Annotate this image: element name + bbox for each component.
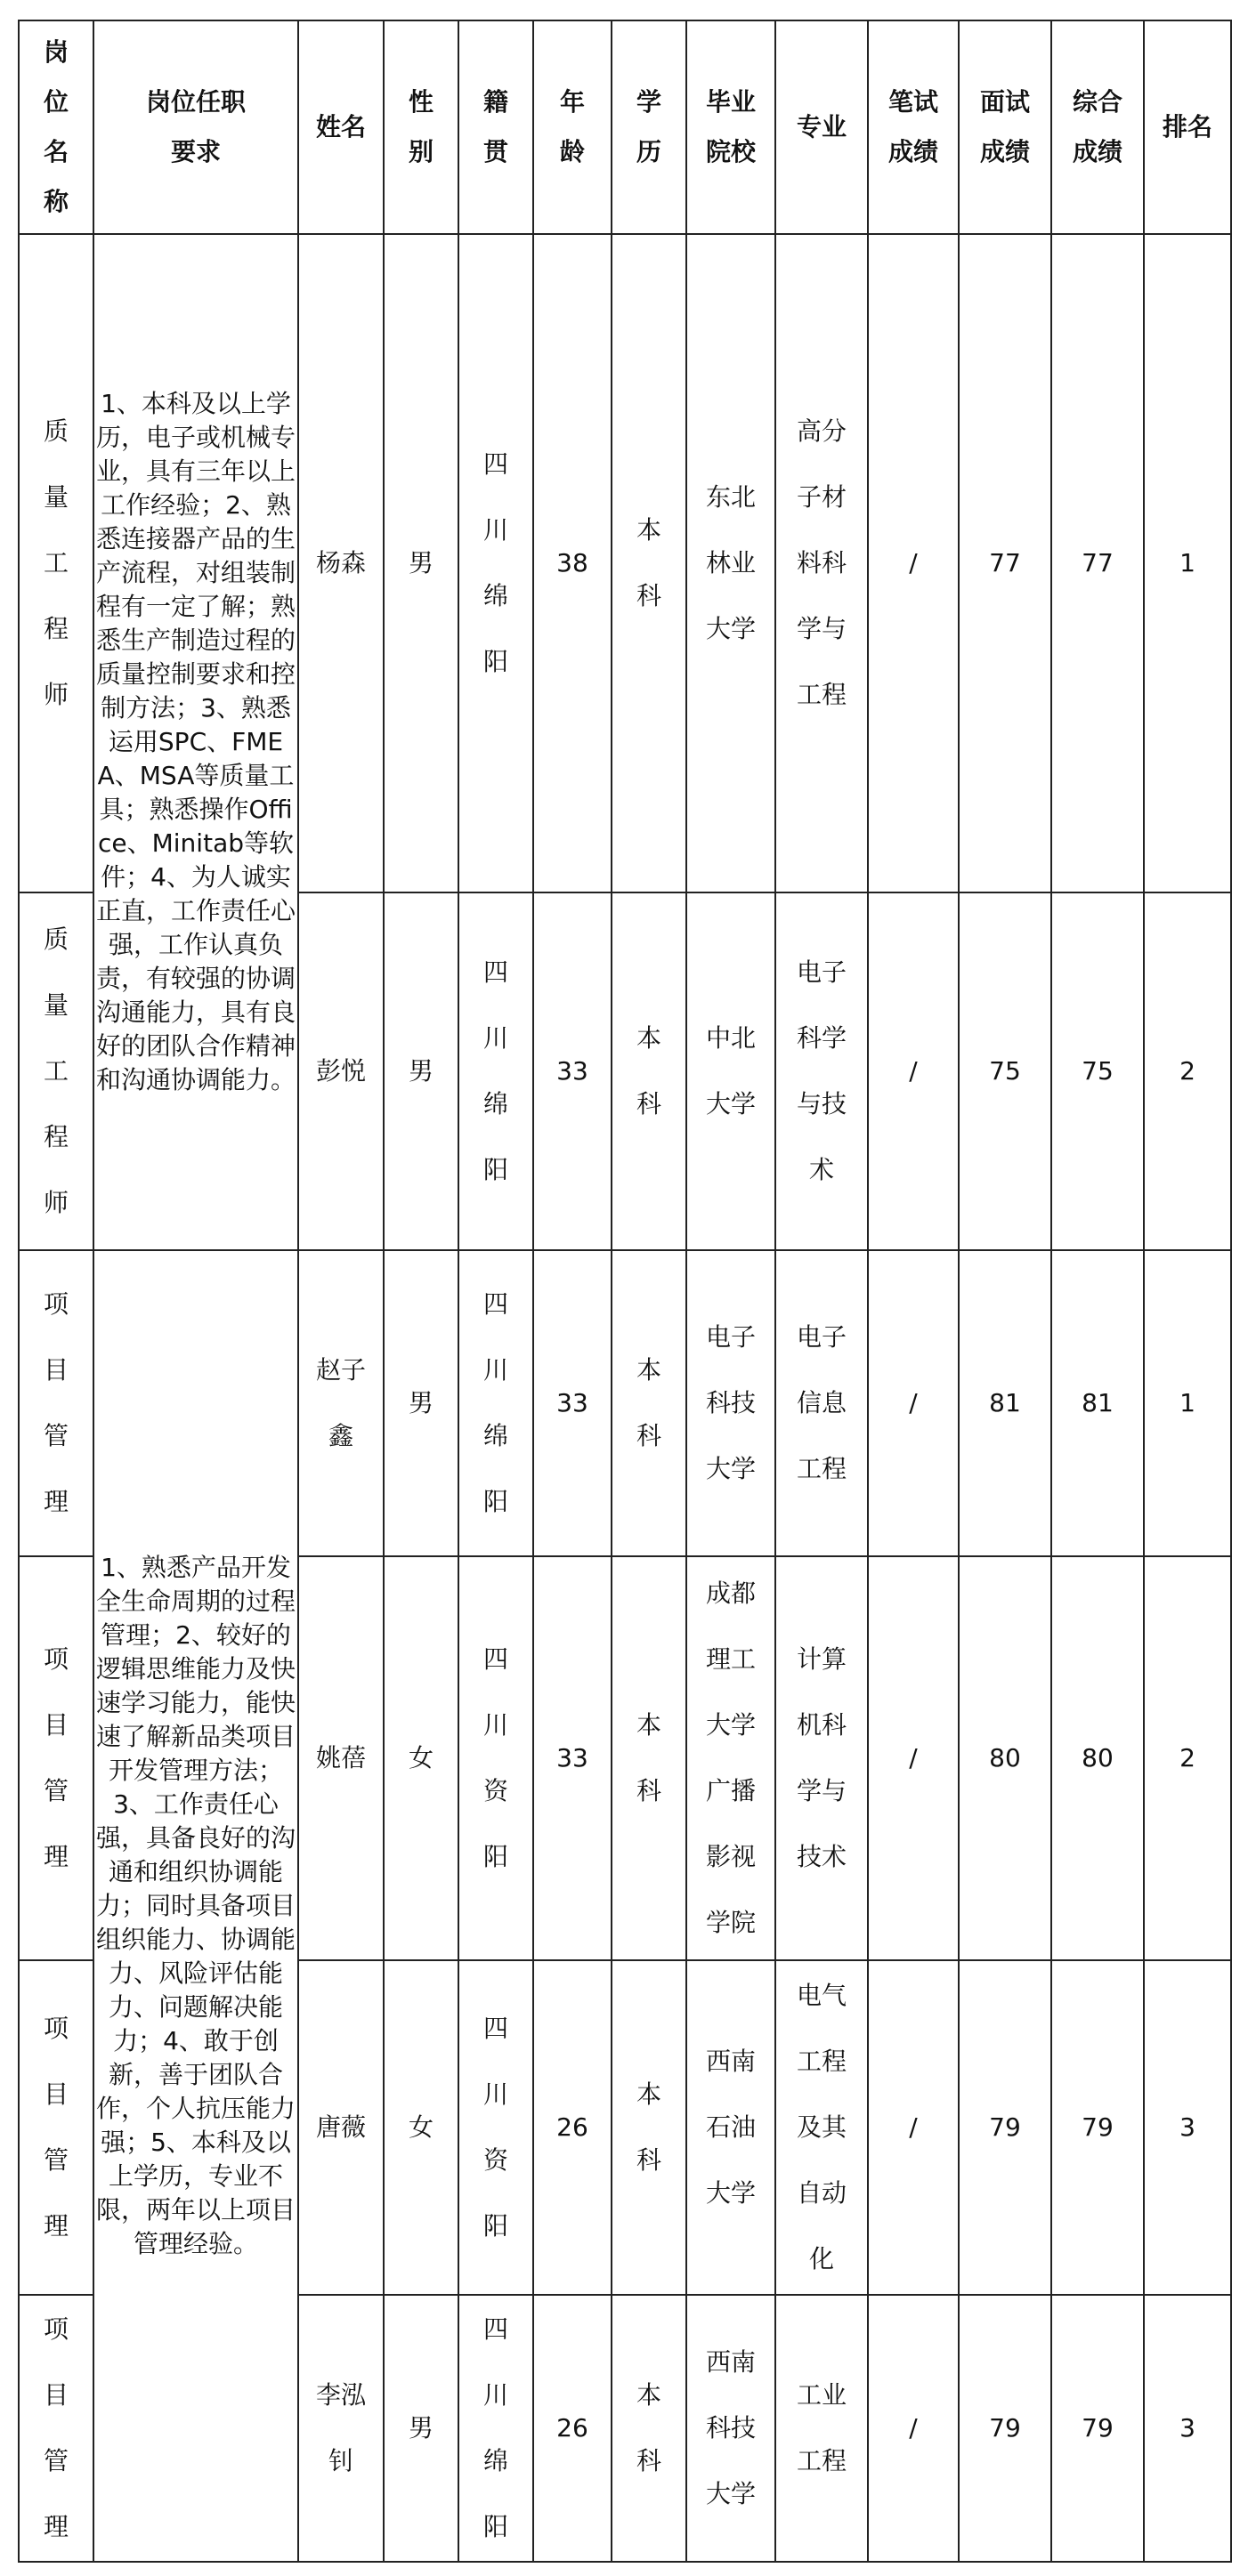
cell-total: 79 (1051, 2295, 1144, 2562)
header-written: 笔试成绩 (868, 20, 959, 234)
cell-age: 38 (533, 234, 612, 892)
cell-written: / (868, 234, 959, 892)
table-row (19, 1250, 1231, 1556)
cell-name: 彭悦 (298, 892, 384, 1250)
cell-school: 西南石油大学 (686, 1960, 775, 2295)
cell-rank: 1 (1144, 1250, 1231, 1556)
cell-edu: 本科 (612, 1556, 686, 1960)
cell-total: 80 (1051, 1556, 1144, 1960)
cell-requirements-quality: 1、本科及以上学历，电子或机械专业，具有三年以上工作经验；2、熟悉连接器产品的生产流程，对组装制程有一定了解；熟悉生产制造过程的质量控制要求和控制方法；3、熟悉运用SPC、FMEA、MSA等质量工具；熟悉操作Office、Minitab等软件；4、为人诚实正直，工作责任心强，工作认真负责，有较强的协调沟通能力，具有良好的团队合作精神和沟通协调能力。 (93, 234, 298, 1250)
header-rank: 排名 (1144, 20, 1231, 234)
header-gender: 性别 (384, 20, 458, 234)
cell-origin: 四川资阳 (458, 1960, 533, 2295)
cell-age: 33 (533, 1250, 612, 1556)
table-row (19, 234, 1231, 892)
header-total: 综合成绩 (1051, 20, 1144, 234)
cell-school: 电子科技大学 (686, 1250, 775, 1556)
cell-position: 质量工程师 (19, 892, 93, 1250)
cell-edu: 本科 (612, 892, 686, 1250)
header-requirements: 岗位任职要求 (93, 20, 298, 234)
cell-gender: 女 (384, 1556, 458, 1960)
cell-major: 高分子材料科学与工程 (775, 234, 868, 892)
header-interview: 面试成绩 (959, 20, 1051, 234)
cell-edu: 本科 (612, 1960, 686, 2295)
cell-school: 成都理工大学广播影视学院 (686, 1556, 775, 1960)
cell-name: 李泓钊 (298, 2295, 384, 2562)
cell-requirements-project: 1、熟悉产品开发全生命周期的过程管理；2、较好的逻辑思维能力及快速学习能力，能快速了解新品类项目开发管理方法；3、工作责任心强，具备良好的沟通和组织协调能力；同时具备项目组织能力、协调能力、风险评估能力、问题解决能力；4、敢于创新，善于团队合作，个人抗压能力强；5、本科及以上学历，专业不限，两年以上项目管理经验。 (93, 1250, 298, 2562)
cell-total: 81 (1051, 1250, 1144, 1556)
cell-position: 项目管理 (19, 1250, 93, 1556)
cell-name: 赵子鑫 (298, 1250, 384, 1556)
cell-age: 26 (533, 2295, 612, 2562)
cell-school: 中北大学 (686, 892, 775, 1250)
cell-interview: 77 (959, 234, 1051, 892)
cell-age: 33 (533, 1556, 612, 1960)
cell-origin: 四川绵阳 (458, 1250, 533, 1556)
cell-interview: 75 (959, 892, 1051, 1250)
cell-rank: 3 (1144, 1960, 1231, 2295)
cell-edu: 本科 (612, 2295, 686, 2562)
cell-school: 东北林业大学 (686, 234, 775, 892)
cell-rank: 2 (1144, 892, 1231, 1250)
cell-name: 杨森 (298, 234, 384, 892)
cell-major: 电气工程及其自动化 (775, 1960, 868, 2295)
cell-age: 26 (533, 1960, 612, 2295)
cell-gender: 女 (384, 1960, 458, 2295)
header-origin: 籍贯 (458, 20, 533, 234)
cell-total: 79 (1051, 1960, 1144, 2295)
cell-interview: 81 (959, 1250, 1051, 1556)
cell-interview: 79 (959, 2295, 1051, 2562)
cell-position: 质量工程师 (19, 234, 93, 892)
cell-written: / (868, 1556, 959, 1960)
cell-origin: 四川绵阳 (458, 892, 533, 1250)
cell-written: / (868, 892, 959, 1250)
cell-edu: 本科 (612, 234, 686, 892)
cell-written: / (868, 1960, 959, 2295)
cell-gender: 男 (384, 892, 458, 1250)
cell-gender: 男 (384, 1250, 458, 1556)
cell-total: 77 (1051, 234, 1144, 892)
cell-origin: 四川资阳 (458, 1556, 533, 1960)
cell-major: 工业工程 (775, 2295, 868, 2562)
cell-major: 计算机科学与技术 (775, 1556, 868, 1960)
cell-written: / (868, 1250, 959, 1556)
cell-written: / (868, 2295, 959, 2562)
cell-name: 姚蓓 (298, 1556, 384, 1960)
header-row (19, 20, 1231, 234)
header-major: 专业 (775, 20, 868, 234)
results-table (18, 20, 1232, 2563)
cell-position: 项目管理 (19, 1960, 93, 2295)
cell-interview: 79 (959, 1960, 1051, 2295)
cell-gender: 男 (384, 234, 458, 892)
cell-edu: 本科 (612, 1250, 686, 1556)
cell-major: 电子信息工程 (775, 1250, 868, 1556)
header-age: 年龄 (533, 20, 612, 234)
cell-origin: 四川绵阳 (458, 2295, 533, 2562)
header-name: 姓名 (298, 20, 384, 234)
cell-rank: 1 (1144, 234, 1231, 892)
cell-rank: 2 (1144, 1556, 1231, 1960)
cell-school: 西南科技大学 (686, 2295, 775, 2562)
cell-total: 75 (1051, 892, 1144, 1250)
cell-position: 项目管理 (19, 1556, 93, 1960)
header-position: 岗位名称 (19, 20, 93, 234)
cell-major: 电子科学与技术 (775, 892, 868, 1250)
cell-interview: 80 (959, 1556, 1051, 1960)
cell-name: 唐薇 (298, 1960, 384, 2295)
cell-position: 项目管理 (19, 2295, 93, 2562)
cell-rank: 3 (1144, 2295, 1231, 2562)
cell-gender: 男 (384, 2295, 458, 2562)
cell-age: 33 (533, 892, 612, 1250)
cell-origin: 四川绵阳 (458, 234, 533, 892)
header-edu: 学历 (612, 20, 686, 234)
header-school: 毕业院校 (686, 20, 775, 234)
